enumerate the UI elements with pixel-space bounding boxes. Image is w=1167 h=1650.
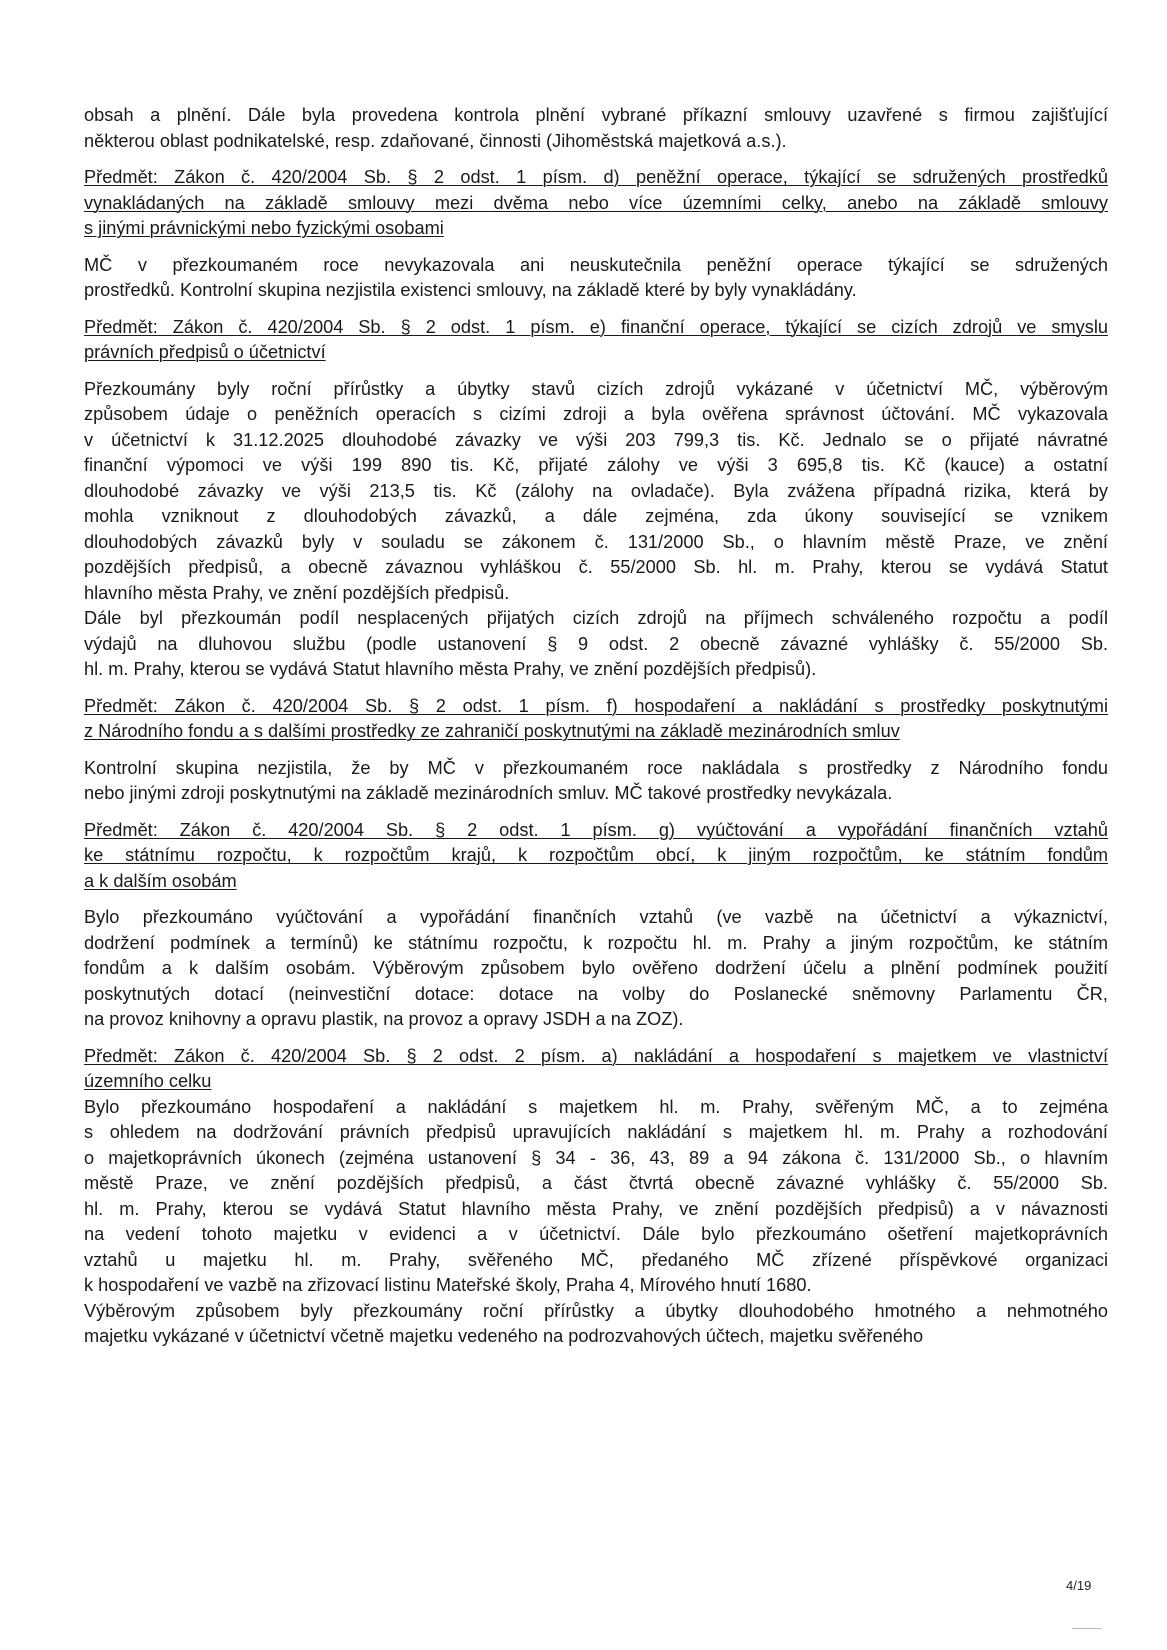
text-line: na vedení tohoto majetku v evidenci a v účetnictví. Dále bylo přezkoumáno ošetření majetkoprávních — [84, 1224, 1108, 1244]
text-line: výdajů na dluhovou službu (podle ustanovení § 9 odst. 2 obecně závazné vyhlášky č. 55/2000 Sb. — [84, 633, 1108, 654]
scan-artifact — [1072, 1628, 1102, 1629]
heading-line: Předmět: Zákon č. 420/2004 Sb. § 2 odst. 1 písm. e) finanční operace, týkající se cizích zdrojů ve smyslu — [84, 316, 1108, 337]
text-line: nebo jinými zdroji poskytnutými na základě mezinárodních smluv. MČ takové prostředky nevykázala. — [84, 783, 893, 803]
heading-line: územního celku — [84, 1071, 212, 1091]
text-line: vztahů u majetku hl. m. Prahy, svěřeného MČ, předaného MČ zřízené příspěvkové organizaci — [84, 1249, 1108, 1270]
text-line: o majetkoprávních úkonech (zejména ustanovení § 34 - 36, 43, 89 a 94 zákona č. 131/2000 Sb., o hlavním — [84, 1147, 1108, 1168]
heading-line: ke státnímu rozpočtu, k rozpočtům krajů, k rozpočtům obcí, k jiným rozpočtům, ke státním fondům — [84, 845, 1108, 865]
section-heading — [84, 1044, 1108, 1095]
text-line: mohla vzniknout z dlouhodobých závazků, a dále zejména, zda úkony související se vznikem — [84, 506, 1108, 526]
text-line: pozdějších předpisů, a obecně závaznou vyhláškou č. 55/2000 Sb. hl. m. Prahy, kterou se vydává Statut — [84, 557, 1108, 577]
heading-line: Předmět: Zákon č. 420/2004 Sb. § 2 odst. 2 písm. a) nakládání a hospodaření s majetkem ve vlastnictví — [84, 1045, 1108, 1066]
text-line: dodržení podmínek a termínů) ke státnímu rozpočtu, k rozpočtu hl. m. Prahy a jiným rozpočtům, ke státním — [84, 932, 1108, 953]
text-line: obsah a plnění. Dále byla provedena kontrola plnění vybrané příkazní smlouvy uzavřené s firmou zajišťující — [84, 105, 1108, 125]
body-paragraph — [84, 1095, 1108, 1350]
text-line: hl. m. Prahy, kterou se vydává Statut hlavního města Prahy, ve znění pozdějších předpisů) a v návaznosti — [84, 1198, 1108, 1219]
text-line: na provoz knihovny a opravu plastik, na provoz a opravy JSDH a na ZOZ). — [84, 1009, 684, 1029]
heading-line: z Národního fondu a s dalšími prostředky ze zahraničí poskytnutými na základě mezinárodních smluv — [84, 721, 900, 741]
text-line: majetku vykázané v účetnictví včetně majetku vedeného na podrozvahových účtech, majetku svěřeného — [84, 1326, 924, 1346]
text-line: Bylo přezkoumáno hospodaření a nakládání s majetkem hl. m. Prahy, svěřeným MČ, a to zejména — [84, 1096, 1108, 1117]
section-heading — [84, 315, 1108, 366]
heading-line: s jinými právnickými nebo fyzickými osobami — [84, 218, 444, 238]
text-line: dlouhodobých závazků byly v souladu se zákonem č. 131/2000 Sb., o hlavním městě Praze, ve znění — [84, 531, 1108, 552]
text-line: hl. m. Prahy, kterou se vydává Statut hlavního města Prahy, ve znění pozdějších předpisů). — [84, 659, 817, 679]
text-line: dlouhodobé závazky ve výši 213,5 tis. Kč (zálohy na ovladače). Byla zvážena případná rizika, která by — [84, 480, 1108, 501]
body-paragraph — [84, 756, 1108, 807]
section-heading — [84, 694, 1108, 745]
text-line: některou oblast podnikatelské, resp. zdaňované, činnosti (Jihoměstská majetková a.s.). — [84, 130, 787, 151]
heading-line: a k dalším osobám — [84, 870, 237, 891]
text-line: hlavního města Prahy, ve znění pozdějších předpisů. — [84, 582, 510, 603]
text-line: fondům a k dalším osobám. Výběrovým způsobem bylo ověřeno dodržení účelu a plnění podmínek použití — [84, 958, 1108, 978]
text-line: městě Praze, ve znění pozdějších předpisů, a část čtvrtá obecně závazné vyhlášky č. 55/2000 Sb. — [84, 1173, 1108, 1193]
text-line: finanční výpomoci ve výši 199 890 tis. Kč, přijaté zálohy ve výši 3 695,8 tis. Kč (kauce) a ostatní — [84, 455, 1108, 475]
section-heading — [84, 818, 1108, 895]
text-line: Dále byl přezkoumán podíl nesplacených přijatých cizích zdrojů na příjmech schváleného rozpočtu a podíl — [84, 608, 1108, 628]
text-line: Výběrovým způsobem byly přezkoumány roční přírůstky a úbytky dlouhodobého hmotného a nehmotného — [84, 1300, 1108, 1321]
text-line: Kontrolní skupina nezjistila, že by MČ v přezkoumaném roce nakládala s prostředky z Národního fondu — [84, 757, 1108, 778]
text-line: MČ v přezkoumaném roce nevykazovala ani neuskutečnila peněžní operace týkající se sdružených — [84, 254, 1108, 275]
body-paragraph — [84, 905, 1108, 1033]
heading-line: Předmět: Zákon č. 420/2004 Sb. § 2 odst. 1 písm. d) peněžní operace, týkající se sdružených prostředků — [84, 167, 1108, 187]
text-line: v účetnictví k 31.12.2025 dlouhodobé závazky ve výši 203 799,3 tis. Kč. Jednalo se o přijaté návratné — [84, 429, 1108, 450]
text-line: způsobem údaje o peněžních operacích s cizími zdroji a byla ověřena správnost účtování. MČ vykazovala — [84, 404, 1108, 424]
text-line: k hospodaření ve vazbě na zřizovací listinu Mateřské školy, Praha 4, Mírového hnutí 1680. — [84, 1275, 812, 1295]
body-paragraph — [84, 377, 1108, 683]
text-line: s ohledem na dodržování právních předpisů upravujících nakládání s majetkem hl. m. Prahy a rozhodování — [84, 1122, 1108, 1142]
heading-line: Předmět: Zákon č. 420/2004 Sb. § 2 odst. 1 písm. f) hospodaření a nakládání s prostředky poskytnutými — [84, 695, 1108, 716]
text-line: Přezkoumány byly roční přírůstky a úbytky stavů cizích zdrojů vykázané v účetnictví MČ, výběrovým — [84, 378, 1108, 399]
body-paragraph — [84, 253, 1108, 304]
page-number: 4/19 — [1066, 1578, 1092, 1593]
heading-line: Předmět: Zákon č. 420/2004 Sb. § 2 odst. 1 písm. g) vyúčtování a vypořádání finančních vztahů — [84, 819, 1108, 840]
heading-line: vynakládaných na základě smlouvy mezi dvěma nebo více územními celky, anebo na základě smlouvy — [84, 192, 1108, 213]
heading-line: právních předpisů o účetnictví — [84, 342, 326, 362]
document-page — [84, 103, 1108, 1350]
text-line: prostředků. Kontrolní skupina nezjistila existenci smlouvy, na základě které by byly vynakládány. — [84, 280, 857, 300]
body-paragraph — [84, 103, 1108, 154]
text-line: Bylo přezkoumáno vyúčtování a vypořádání finančních vztahů (ve vazbě na účetnictví a výkaznictví, — [84, 907, 1108, 927]
section-heading — [84, 165, 1108, 242]
text-line: poskytnutých dotací (neinvestiční dotace: dotace na volby do Poslanecké sněmovny Parlamentu ČR, — [84, 983, 1108, 1004]
